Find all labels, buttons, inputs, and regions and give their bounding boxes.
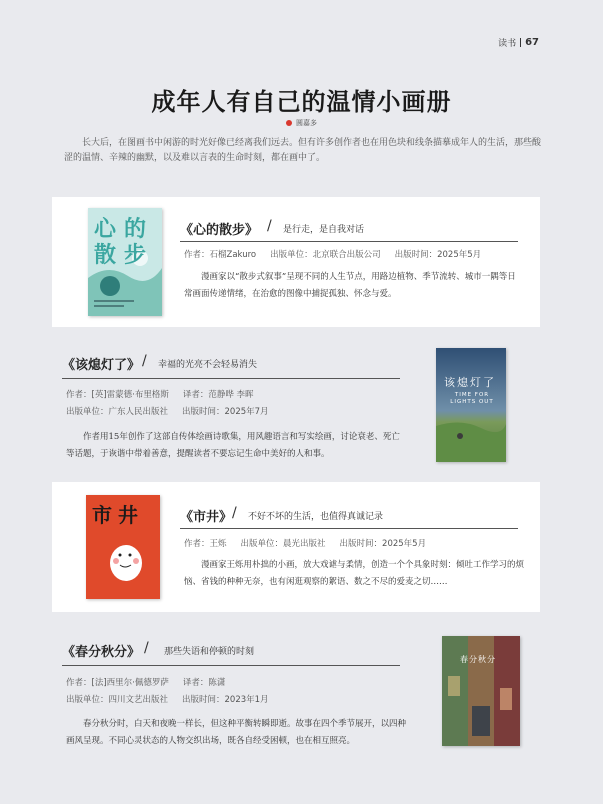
book-translator-4: 译者：陈潇 — [182, 678, 226, 688]
book-date-4: 出版时间：2023年1月 — [182, 695, 269, 705]
book-author-1: 作者：石榴Zakuro — [184, 250, 257, 260]
cover-title-1: 心的散步 — [94, 216, 155, 268]
title-rule-2 — [62, 378, 400, 379]
book-meta-4b — [66, 693, 283, 705]
book-title-3: 《市井》 — [180, 510, 233, 525]
book-meta-4a — [66, 676, 239, 688]
book-title-2: 《该熄灯了》 — [62, 358, 141, 373]
cover-title-3: 市井 — [92, 503, 144, 527]
page-header — [498, 36, 539, 49]
book-cover-4 — [442, 636, 520, 746]
title-slash: / — [144, 640, 149, 656]
book-date-3: 出版时间：2025年5月 — [339, 539, 427, 549]
author-name: 圆嘉多 — [296, 119, 317, 127]
book-card-2 — [52, 345, 540, 470]
book-publisher-1: 出版单位：北京联合出版公司 — [270, 250, 381, 260]
book-cover-3 — [86, 495, 160, 599]
page-title: 成年人有自己的温情小画册 — [151, 87, 452, 116]
byline — [0, 118, 603, 128]
title-rule-1 — [180, 241, 518, 242]
section-label: 读书 — [498, 39, 517, 49]
book-cover-1 — [88, 208, 162, 316]
page-number: 67 — [525, 37, 539, 48]
title-slash: / — [267, 218, 272, 234]
book-title-4: 《春分秋分》 — [62, 645, 141, 660]
book-title-1: 《心的散步》 — [180, 223, 259, 238]
book-desc-3: 漫画家王烁用朴拙的小画，放大戏谑与柔情，创造一个个具象时刻：倾吐工作学习的烦恼、省钱的种种无奈，也有闲逛观察的絮语、数之不尽的爱麦之切…… — [184, 560, 525, 587]
book-tagline-1: 是行走，是自我对话 — [283, 225, 365, 235]
cover-subtitle-2: TIME FOR LIGHTS OUT — [450, 392, 494, 405]
red-dot-icon — [286, 120, 292, 126]
book-author-2: 作者：[英]雷蒙德·布里格斯 — [66, 390, 169, 400]
title-rule-4 — [62, 665, 400, 666]
book-date-2: 出版时间：2025年7月 — [182, 407, 269, 417]
title-slash: / — [142, 353, 147, 369]
title-rule-3 — [180, 528, 518, 529]
book-card-3 — [52, 482, 540, 612]
book-translator-2: 译者：范静哗 李晖 — [182, 390, 254, 400]
book-author-4: 作者：[法]西里尔·佩德罗萨 — [66, 678, 169, 688]
book-tagline-2: 幸福的光亮不会轻易消失 — [158, 360, 258, 370]
book-cover-2 — [436, 348, 506, 462]
book-card-4 — [52, 630, 540, 755]
book-meta-1 — [184, 248, 495, 260]
book-tagline-3: 不好不坏的生活，也值得真诚记录 — [248, 512, 384, 522]
book-desc-2: 作者用15年创作了这部自传体绘画诗歌集，用风趣语言和写实绘画，讨论衰老、死亡等话题，于诙谐中带着善意，提醒读者不要忘记生命中美好的人和事。 — [66, 432, 400, 459]
book-desc-4: 春分秋分时，白天和夜晚一样长，但这种平衡转瞬即逝。故事在四个季节展开，以四种画风呈现。不同心灵状态的人物交织出场，既各自经受困顿，也在相互照亮。 — [66, 719, 407, 746]
book-publisher-4: 出版单位：四川文艺出版社 — [66, 695, 169, 705]
book-tagline-4: 那些失语和停顿的时刻 — [164, 647, 255, 657]
book-meta-3 — [184, 537, 440, 549]
header-divider — [520, 38, 521, 47]
book-publisher-3: 出版单位：晨光出版社 — [240, 539, 326, 549]
intro-paragraph: 长大后，在图画书中闲游的时光好像已经离我们远去。但有许多创作者也在用色块和线条描摹成年人的生活，那些酸涩的温情、辛辣的幽默，以及难以言表的生命时刻，都在画中了。 — [64, 138, 542, 163]
book-desc-1: 漫画家以“散步式叙事”呈现不同的人生节点，用路边植物、季节流转、城市一隅等日常画面传递情绪，在治愈的图像中捕捉孤独、怀念与爱。 — [184, 272, 516, 299]
cover-title-4: 春分秋分 — [460, 655, 496, 664]
book-date-1: 出版时间：2025年5月 — [394, 250, 482, 260]
book-author-3: 作者：王烁 — [184, 539, 227, 549]
cover-title-2: 该熄灯了 — [444, 376, 496, 389]
book-meta-2b — [66, 405, 283, 417]
book-meta-2a — [66, 388, 268, 400]
book-publisher-2: 出版单位：广东人民出版社 — [66, 407, 169, 417]
title-slash: / — [232, 505, 237, 521]
book-card-1 — [52, 197, 540, 327]
